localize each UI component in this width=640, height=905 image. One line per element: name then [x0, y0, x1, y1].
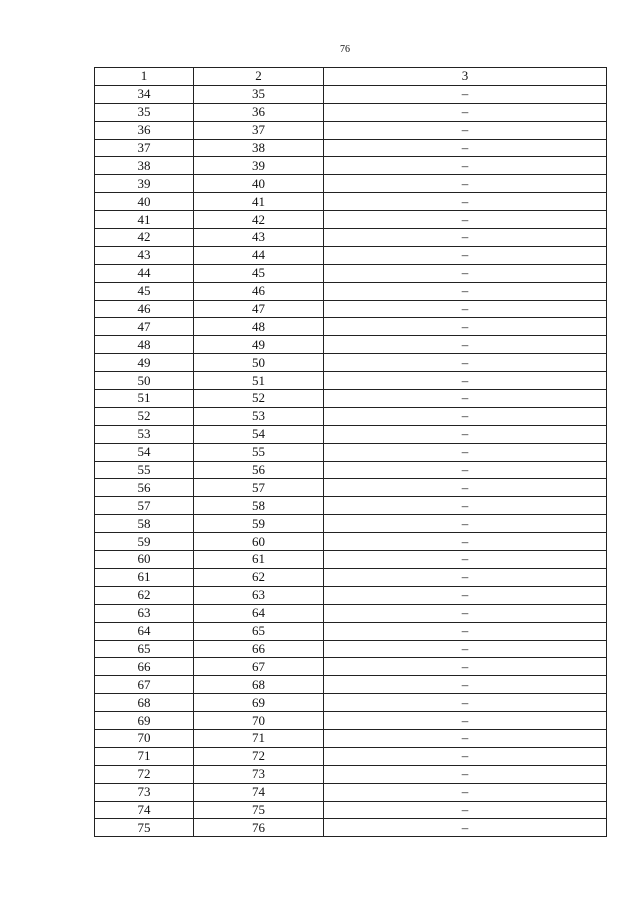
table-row: [95, 318, 607, 336]
table-cell-col-1: 42: [95, 229, 194, 247]
table-header: [95, 68, 607, 86]
table-cell-col-2: 73: [194, 765, 324, 783]
table-cell-col-1: 48: [95, 336, 194, 354]
table-cell-col-3: –: [324, 604, 607, 622]
table-row: [95, 622, 607, 640]
table-cell-col-2: 76: [194, 819, 324, 837]
table-cell-col-1: 61: [95, 568, 194, 586]
table-cell-col-2: 68: [194, 676, 324, 694]
table-cell-col-1: 73: [95, 783, 194, 801]
table-row: [95, 479, 607, 497]
table-cell-col-2: 75: [194, 801, 324, 819]
table-cell-col-3: –: [324, 694, 607, 712]
table-cell-col-1: 75: [95, 819, 194, 837]
table-cell-col-2: 38: [194, 139, 324, 157]
table-cell-col-3: –: [324, 390, 607, 408]
table-cell-col-3: –: [324, 282, 607, 300]
table-cell-col-3: –: [324, 354, 607, 372]
table-cell-col-3: –: [324, 712, 607, 730]
table-cell-col-2: 71: [194, 729, 324, 747]
table-row: [95, 533, 607, 551]
table-body: [95, 85, 607, 836]
table-cell-col-2: 69: [194, 694, 324, 712]
table-row: [95, 497, 607, 515]
table-cell-col-2: 43: [194, 229, 324, 247]
table-cell-col-3: –: [324, 264, 607, 282]
table-cell-col-2: 64: [194, 604, 324, 622]
table-cell-col-2: 47: [194, 300, 324, 318]
column-header-1: 1: [95, 68, 194, 86]
table-cell-col-3: –: [324, 765, 607, 783]
table-cell-col-2: 36: [194, 103, 324, 121]
table-row: [95, 193, 607, 211]
table-cell-col-1: 51: [95, 390, 194, 408]
table-cell-col-3: –: [324, 533, 607, 551]
table-cell-col-1: 68: [95, 694, 194, 712]
table-row: [95, 676, 607, 694]
table-row: [95, 246, 607, 264]
table-cell-col-1: 55: [95, 461, 194, 479]
table-cell-col-3: –: [324, 139, 607, 157]
table-row: [95, 765, 607, 783]
table-row: [95, 640, 607, 658]
table-cell-col-3: –: [324, 407, 607, 425]
table-cell-col-1: 56: [95, 479, 194, 497]
table-cell-col-1: 47: [95, 318, 194, 336]
table-cell-col-3: –: [324, 318, 607, 336]
table-cell-col-2: 40: [194, 175, 324, 193]
table-cell-col-2: 70: [194, 712, 324, 730]
table-cell-col-3: –: [324, 801, 607, 819]
table-cell-col-3: –: [324, 586, 607, 604]
table-cell-col-3: –: [324, 300, 607, 318]
column-header-2: 2: [194, 68, 324, 86]
table-cell-col-2: 63: [194, 586, 324, 604]
table-cell-col-1: 50: [95, 372, 194, 390]
table-cell-col-2: 35: [194, 85, 324, 103]
table-cell-col-3: –: [324, 121, 607, 139]
table-cell-col-3: –: [324, 819, 607, 837]
table-cell-col-1: 70: [95, 729, 194, 747]
table-row: [95, 264, 607, 282]
table-row: [95, 211, 607, 229]
table-row: [95, 586, 607, 604]
table-row: [95, 139, 607, 157]
table-cell-col-3: –: [324, 729, 607, 747]
table-cell-col-2: 37: [194, 121, 324, 139]
table-cell-col-1: 40: [95, 193, 194, 211]
page-number: 76: [340, 44, 350, 55]
table-cell-col-1: 41: [95, 211, 194, 229]
table-cell-col-1: 59: [95, 533, 194, 551]
table-row: [95, 551, 607, 569]
table-cell-col-1: 46: [95, 300, 194, 318]
table-cell-col-2: 39: [194, 157, 324, 175]
table-cell-col-3: –: [324, 336, 607, 354]
table-row: [95, 282, 607, 300]
table-cell-col-1: 45: [95, 282, 194, 300]
table-cell-col-3: –: [324, 211, 607, 229]
table-row: [95, 229, 607, 247]
table-cell-col-3: –: [324, 515, 607, 533]
table-cell-col-2: 44: [194, 246, 324, 264]
table-cell-col-2: 58: [194, 497, 324, 515]
table-row: [95, 729, 607, 747]
table-row: [95, 747, 607, 765]
table-cell-col-1: 63: [95, 604, 194, 622]
table-row: [95, 515, 607, 533]
table-cell-col-1: 37: [95, 139, 194, 157]
table-cell-col-3: –: [324, 193, 607, 211]
table-cell-col-3: –: [324, 551, 607, 569]
table-cell-col-1: 36: [95, 121, 194, 139]
table-cell-col-2: 50: [194, 354, 324, 372]
table-cell-col-2: 41: [194, 193, 324, 211]
table-row: [95, 658, 607, 676]
table-cell-col-1: 67: [95, 676, 194, 694]
table-cell-col-3: –: [324, 658, 607, 676]
table-row: [95, 354, 607, 372]
table-row: [95, 604, 607, 622]
table-cell-col-1: 72: [95, 765, 194, 783]
table-cell-col-2: 52: [194, 390, 324, 408]
table-cell-col-3: –: [324, 497, 607, 515]
table-cell-col-3: –: [324, 85, 607, 103]
table-cell-col-1: 54: [95, 443, 194, 461]
table-cell-col-1: 44: [95, 264, 194, 282]
table-cell-col-1: 52: [95, 407, 194, 425]
table-row: [95, 372, 607, 390]
table-cell-col-1: 74: [95, 801, 194, 819]
table-row: [95, 390, 607, 408]
table-cell-col-2: 49: [194, 336, 324, 354]
table-row: [95, 461, 607, 479]
table-row: [95, 694, 607, 712]
table-row: [95, 712, 607, 730]
table-cell-col-1: 60: [95, 551, 194, 569]
table-cell-col-1: 66: [95, 658, 194, 676]
table-cell-col-2: 59: [194, 515, 324, 533]
table-cell-col-2: 56: [194, 461, 324, 479]
table-row: [95, 443, 607, 461]
table-cell-col-2: 67: [194, 658, 324, 676]
table-cell-col-3: –: [324, 568, 607, 586]
table-cell-col-2: 45: [194, 264, 324, 282]
table-cell-col-2: 46: [194, 282, 324, 300]
table-row: [95, 175, 607, 193]
table-cell-col-2: 55: [194, 443, 324, 461]
table-cell-col-2: 48: [194, 318, 324, 336]
table-row: [95, 819, 607, 837]
table-cell-col-3: –: [324, 443, 607, 461]
table-cell-col-3: –: [324, 622, 607, 640]
table-cell-col-3: –: [324, 246, 607, 264]
table-row: [95, 121, 607, 139]
table-row: [95, 103, 607, 121]
table-cell-col-1: 69: [95, 712, 194, 730]
table-cell-col-1: 71: [95, 747, 194, 765]
table-cell-col-2: 53: [194, 407, 324, 425]
table-cell-col-3: –: [324, 175, 607, 193]
table-cell-col-2: 65: [194, 622, 324, 640]
table-row: [95, 300, 607, 318]
data-table: [94, 67, 607, 837]
table-row: [95, 336, 607, 354]
table-cell-col-2: 51: [194, 372, 324, 390]
table-row: [95, 568, 607, 586]
table-cell-col-3: –: [324, 103, 607, 121]
table-cell-col-3: –: [324, 229, 607, 247]
table-cell-col-1: 38: [95, 157, 194, 175]
table-cell-col-1: 64: [95, 622, 194, 640]
column-header-3: 3: [324, 68, 607, 86]
table-cell-col-3: –: [324, 479, 607, 497]
table-cell-col-2: 62: [194, 568, 324, 586]
table-row: [95, 85, 607, 103]
table-cell-col-1: 62: [95, 586, 194, 604]
table-cell-col-3: –: [324, 372, 607, 390]
table-cell-col-2: 74: [194, 783, 324, 801]
table-row: [95, 407, 607, 425]
table-cell-col-2: 57: [194, 479, 324, 497]
table-row: [95, 783, 607, 801]
table-cell-col-1: 35: [95, 103, 194, 121]
table-cell-col-1: 43: [95, 246, 194, 264]
table-cell-col-1: 65: [95, 640, 194, 658]
header-row: [95, 68, 607, 86]
table-cell-col-1: 57: [95, 497, 194, 515]
table-cell-col-1: 34: [95, 85, 194, 103]
table-cell-col-2: 54: [194, 425, 324, 443]
table-cell-col-3: –: [324, 676, 607, 694]
table-cell-col-1: 53: [95, 425, 194, 443]
table-cell-col-3: –: [324, 157, 607, 175]
table-cell-col-3: –: [324, 461, 607, 479]
table-cell-col-1: 58: [95, 515, 194, 533]
table-cell-col-2: 72: [194, 747, 324, 765]
table-cell-col-2: 42: [194, 211, 324, 229]
table-row: [95, 801, 607, 819]
table-cell-col-3: –: [324, 783, 607, 801]
table-cell-col-1: 39: [95, 175, 194, 193]
table-cell-col-2: 60: [194, 533, 324, 551]
table-cell-col-3: –: [324, 640, 607, 658]
table-cell-col-1: 49: [95, 354, 194, 372]
table-cell-col-2: 66: [194, 640, 324, 658]
table-cell-col-2: 61: [194, 551, 324, 569]
table-row: [95, 157, 607, 175]
table-cell-col-3: –: [324, 425, 607, 443]
table-cell-col-3: –: [324, 747, 607, 765]
table-row: [95, 425, 607, 443]
